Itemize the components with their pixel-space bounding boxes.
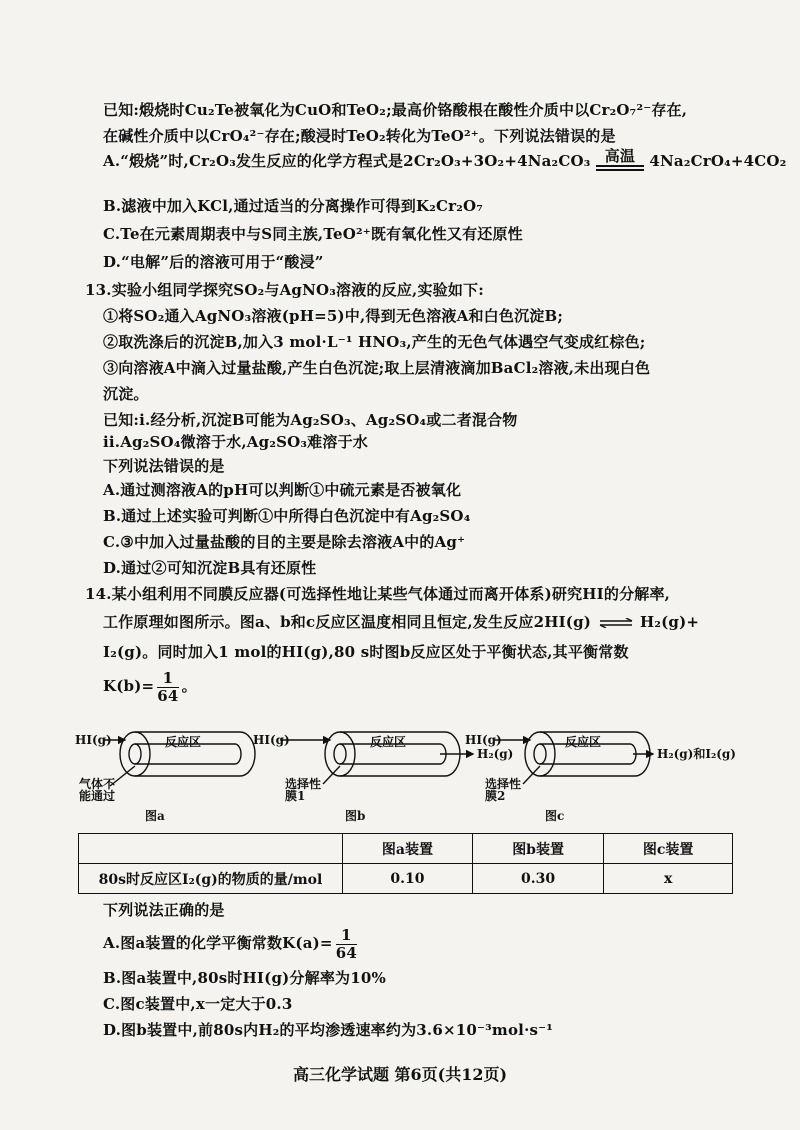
- q14-stem4: [103, 668, 197, 705]
- fig-b-membrane1: 选择性: [285, 777, 322, 791]
- high-temp-arrow: [596, 148, 644, 171]
- q14-option-a-pre: A.图a装置的化学平衡常数K(a)=: [103, 934, 333, 952]
- q13-ask: 下列说法错误的是: [103, 457, 225, 475]
- fig-a-caption: 图a: [145, 809, 165, 823]
- fig-c-zone: 反应区: [565, 735, 602, 749]
- q12-known-line2: 在碱性介质中以CrO₄²⁻存在;酸浸时TeO₂转化为TeO²⁺。下列说法错误的是: [103, 127, 616, 145]
- fig-b-input: HI(g): [253, 733, 290, 747]
- fig-c-output: H₂(g)和I₂(g): [657, 747, 736, 761]
- table-row: [79, 864, 733, 894]
- q14-option-a: [103, 924, 360, 962]
- table-header-cell: 图a装置: [343, 834, 473, 864]
- ka-fraction: [336, 927, 357, 962]
- fig-c-caption: 图c: [545, 809, 565, 823]
- fig-c-input: HI(g): [465, 733, 502, 747]
- kb-fraction: [157, 670, 178, 705]
- kb-period: 。: [181, 677, 197, 695]
- kb-numerator: 1: [157, 670, 178, 688]
- q14-stem1: 14.某小组利用不同膜反应器(可选择性地让某些气体通过而离开体系)研究HI的分解率,: [85, 585, 671, 603]
- i2-amount-table: [78, 833, 733, 894]
- high-temp-label: 高温: [604, 147, 636, 165]
- q12-option-a: [103, 148, 786, 171]
- q12-known-line1: 已知:煅烧时Cu₂Te被氧化为CuO和TeO₂;最高价铬酸根在酸性介质中以Cr₂O₇²⁻存在,: [103, 101, 688, 119]
- table-header-cell: [79, 834, 343, 864]
- equilibrium-arrow-icon: [599, 618, 633, 628]
- ka-numerator: 1: [336, 927, 357, 945]
- fig-b-output: H₂(g): [477, 747, 514, 761]
- table-cell: 0.30: [472, 864, 603, 894]
- q14-stem2-pre: 工作原理如图所示。图a、b和c反应区温度相同且恒定,发生反应2HI(g): [103, 613, 592, 631]
- q12-option-c: C.Te在元素周期表中与S同主族,TeO²⁺既有氧化性又有还原性: [103, 225, 523, 243]
- fig-a-zone: 反应区: [165, 735, 202, 749]
- table-header-cell: 图b装置: [472, 834, 603, 864]
- q13-known1: 已知:i.经分析,沉淀B可能为Ag₂SO₃、Ag₂SO₄或二者混合物: [103, 411, 518, 429]
- q14-option-b: B.图a装置中,80s时HI(g)分解率为10%: [103, 969, 386, 987]
- fig-b-caption: 图b: [345, 809, 366, 823]
- fig-a-note2: 能通过: [79, 789, 116, 803]
- q13-step1: ①将SO₂通入AgNO₃溶液(pH=5)中,得到无色溶液A和白色沉淀B;: [103, 307, 564, 325]
- q13-stem: 13.实验小组同学探究SO₂与AgNO₃溶液的反应,实验如下:: [85, 281, 484, 299]
- q14-option-d: D.图b装置中,前80s内H₂的平均渗透速率约为3.6×10⁻³mol·s⁻¹: [103, 1021, 554, 1039]
- q12-option-d: D.“电解”后的溶液可用于“酸浸”: [103, 253, 324, 271]
- q13-option-b: B.通过上述实验可判断①中所得白色沉淀中有Ag₂SO₄: [103, 507, 471, 525]
- q13-option-d: D.通过②可知沉淀B具有还原性: [103, 559, 317, 577]
- q14-stem3: I₂(g)。同时加入1 mol的HI(g),80 s时图b反应区处于平衡状态,其平衡常数: [103, 643, 629, 661]
- table-row-label: 80s时反应区I₂(g)的物质的量/mol: [79, 864, 343, 894]
- fig-a-note1: 气体不: [79, 777, 116, 791]
- ka-denominator: 64: [335, 943, 357, 962]
- table-header-row: [79, 834, 733, 864]
- q13-step3a: ③向溶液A中滴入过量盐酸,产生白色沉淀;取上层清液滴加BaCl₂溶液,未出现白色: [103, 359, 651, 377]
- table-cell: x: [604, 864, 733, 894]
- q14-ask: 下列说法正确的是: [103, 901, 225, 919]
- q13-step3b: 沉淀。: [103, 385, 149, 403]
- table-header-cell: 图c装置: [604, 834, 733, 864]
- fig-b-membrane2: 膜1: [285, 789, 306, 803]
- q12-option-a-pre: A.“煅烧”时,Cr₂O₃发生反应的化学方程式是2Cr₂O₃+3O₂+4Na₂CO₃: [103, 152, 591, 170]
- fig-c-membrane1: 选择性: [485, 777, 522, 791]
- q14-stem2: [103, 612, 699, 632]
- fig-a-input: HI(g): [75, 733, 112, 747]
- fig-c-membrane2: 膜2: [485, 789, 506, 803]
- q14-option-c: C.图c装置中,x一定大于0.3: [103, 995, 293, 1013]
- kb-denominator: 64: [157, 686, 179, 705]
- q12-option-b: B.滤液中加入KCl,通过适当的分离操作可得到K₂Cr₂O₇: [103, 197, 484, 215]
- membrane-reactor-diagrams: [75, 726, 735, 826]
- table-cell: 0.10: [343, 864, 473, 894]
- fig-b-zone: 反应区: [370, 735, 407, 749]
- page-footer: 高三化学试题 第6页(共12页): [292, 1065, 508, 1084]
- q13-step2: ②取洗涤后的沉淀B,加入3 mol·L⁻¹ HNO₃,产生的无色气体遇空气变成红棕色;: [103, 333, 646, 351]
- q12-option-a-post: 4Na₂CrO₄+4CO₂: [649, 152, 787, 170]
- q14-stem2-post: H₂(g)+: [639, 613, 700, 631]
- kb-label: K(b)=: [103, 677, 155, 695]
- q13-option-a: A.通过测溶液A的pH可以判断①中硫元素是否被氧化: [103, 481, 462, 499]
- q13-option-c: C.③中加入过量盐酸的目的主要是除去溶液A中的Ag⁺: [103, 533, 466, 551]
- q13-known2: ii.Ag₂SO₄微溶于水,Ag₂SO₃难溶于水: [103, 433, 368, 451]
